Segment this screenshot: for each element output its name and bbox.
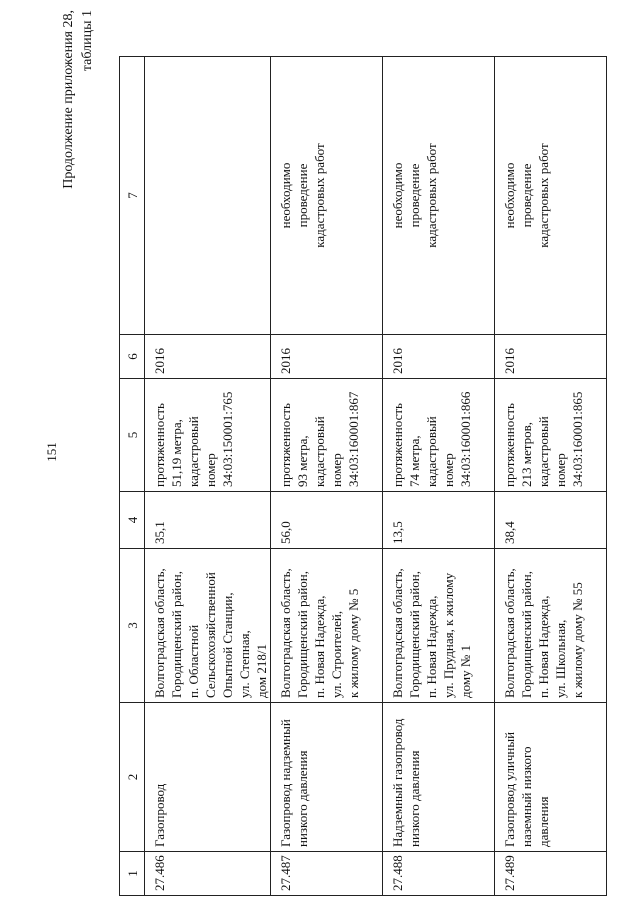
note-cell: необходимо проведение кадастровых работ xyxy=(271,57,383,335)
table-body xyxy=(145,57,607,896)
value-cell: 56,0 xyxy=(271,492,383,549)
note-cell: необходимо проведение кадастровых работ xyxy=(383,57,495,335)
row-number: 27.488 xyxy=(383,852,495,896)
table-row xyxy=(271,57,383,896)
note-cell: необходимо проведение кадастровых работ xyxy=(495,57,607,335)
object-description: протяженность 93 метра, кадастровый номер 34:03:160001:867 xyxy=(271,379,383,492)
row-number: 27.487 xyxy=(271,852,383,896)
object-name: Газопровод xyxy=(145,703,271,852)
year-cell: 2016 xyxy=(145,335,271,379)
header-col-2: 2 xyxy=(120,703,145,852)
header-col-3: 3 xyxy=(120,549,145,703)
year-cell: 2016 xyxy=(495,335,607,379)
object-address: Волгоградская область, Городищенский район, п. Новая Надежда, ул. Прудная, к жилому дому № 1 xyxy=(383,549,495,703)
object-description: протяженность 74 метра, кадастровый номер 34:03:160001:866 xyxy=(383,379,495,492)
object-address: Волгоградская область, Городищенский район, п. Новая Надежда, ул. Строителей, к жилому дому № 5 xyxy=(271,549,383,703)
header-col-5: 5 xyxy=(120,379,145,492)
header-col-4: 4 xyxy=(120,492,145,549)
value-cell: 38,4 xyxy=(495,492,607,549)
header-col-6: 6 xyxy=(120,335,145,379)
row-number: 27.486 xyxy=(145,852,271,896)
header-col-7: 7 xyxy=(120,57,145,335)
object-description: протяженность 51,19 метра, кадастровый номер 34:03:150001:765 xyxy=(145,379,271,492)
heading-line-1: Продолжение приложения 28, xyxy=(61,10,76,189)
value-cell: 13,5 xyxy=(383,492,495,549)
value-cell: 35,1 xyxy=(145,492,271,549)
table-header-row xyxy=(120,57,145,896)
gas-pipelines-table xyxy=(119,56,607,896)
object-address: Волгоградская область, Городищенский район, п. Новая Надежда, ул. Школьная, к жилому дому № 55 xyxy=(495,549,607,703)
table-row xyxy=(145,57,271,896)
note-cell xyxy=(145,57,271,335)
object-name: Газопровод уличный наземный низкого давления xyxy=(495,703,607,852)
object-name: Газопровод надземный низкого давления xyxy=(271,703,383,852)
heading-line-2: таблицы 1 xyxy=(80,10,95,72)
row-number: 27.489 xyxy=(495,852,607,896)
object-address: Волгоградская область, Городищенский район, п. Областной Сельскохозяйственной Опытной Станции, ул. Степная, дом 218/1 xyxy=(145,549,271,703)
object-description: протяженность 213 метров, кадастровый номер 34:03:160001:865 xyxy=(495,379,607,492)
table-row xyxy=(383,57,495,896)
object-name: Надземный газопровод низкого давления xyxy=(383,703,495,852)
year-cell: 2016 xyxy=(271,335,383,379)
table-row xyxy=(495,57,607,896)
page-number: 151 xyxy=(44,442,59,462)
header-col-1: 1 xyxy=(120,852,145,896)
year-cell: 2016 xyxy=(383,335,495,379)
